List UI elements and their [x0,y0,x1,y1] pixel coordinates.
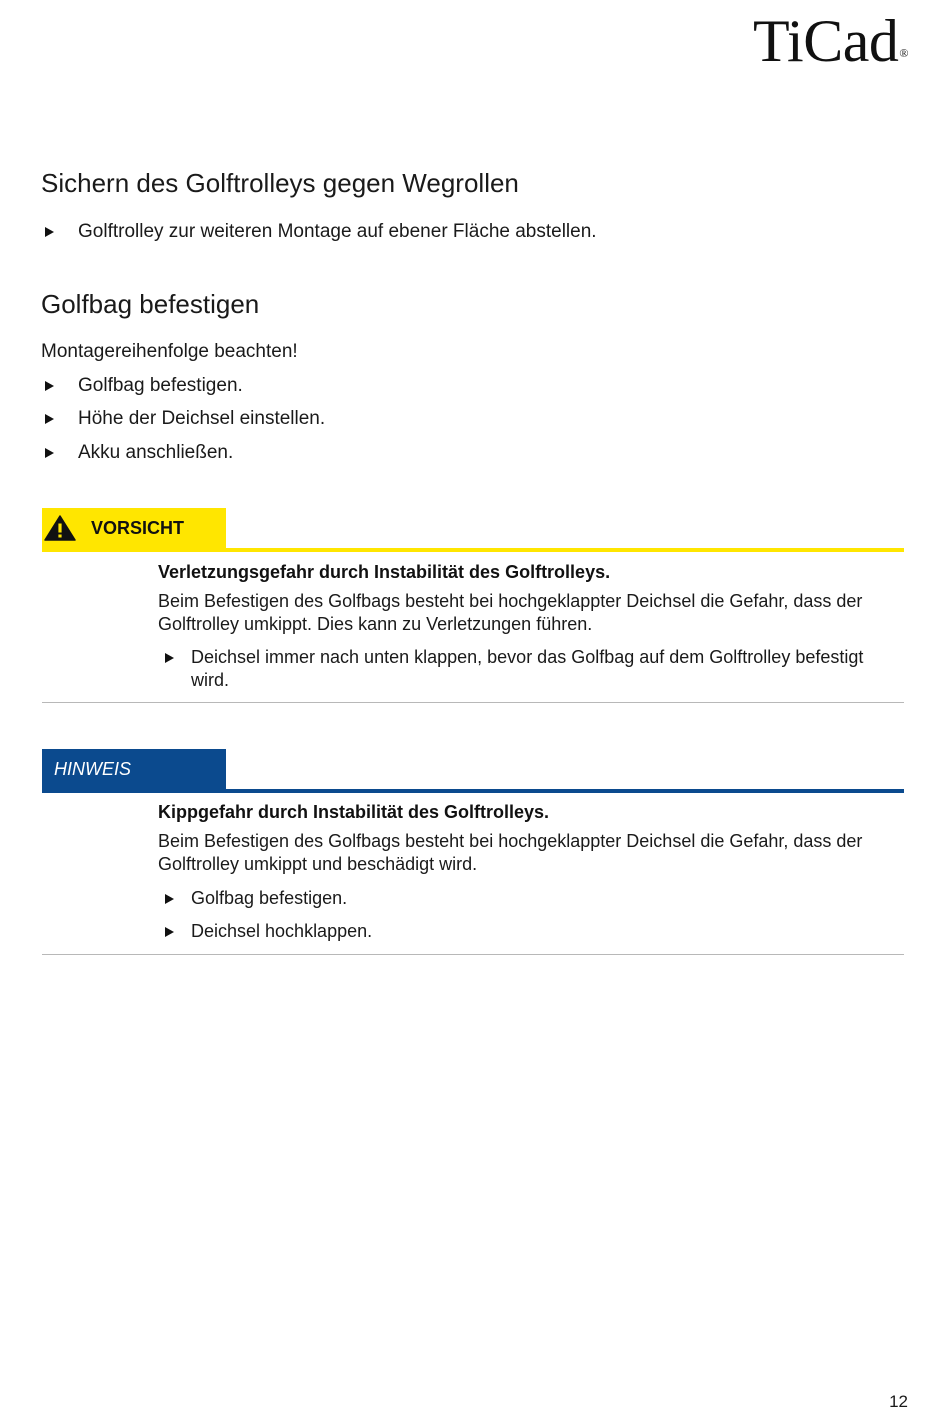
list-item [45,374,905,397]
list-item-text: Golfbag befestigen. [191,888,348,908]
bullet-arrow-icon [45,227,54,237]
list-item [158,887,898,910]
caution-title: Verletzungsgefahr durch Instabilität des Golftrolleys. [158,562,611,582]
notice-bottom-rule [42,954,904,955]
bullet-arrow-icon [45,381,54,391]
caution-bottom-rule [42,702,904,703]
notice-divider [42,789,904,793]
list-item-text: Akku anschließen. [78,442,234,463]
list-item [158,646,898,692]
bullet-arrow-icon [165,927,174,937]
bullet-arrow-icon [45,414,54,424]
bullet-arrow-icon [45,448,54,458]
section-heading-golfbag: Golfbag befestigen [41,289,260,319]
section-heading-wegrollen: Sichern des Golftrolleys gegen Wegrollen [41,168,519,198]
notice-title: Kippgefahr durch Instabilität des Golftrolleys. [158,802,550,822]
list-item [45,407,905,430]
caution-divider [42,548,904,552]
caution-text: Beim Befestigen des Golfbags besteht bei hochgeklappter Deichsel die Gefahr, dass der Golftrolley umkippt. Dies kann zu Verletzungen führen. [158,591,863,634]
list-item-text: Höhe der Deichsel einstellen. [78,408,326,429]
list-item-text: Golfbag befestigen. [78,375,243,396]
notice-label: HINWEIS [54,759,132,779]
notice-text: Beim Befestigen des Golfbags besteht bei hochgeklappter Deichsel die Gefahr, dass der Golftrolley umkippt und beschädigt wird. [158,831,863,874]
list-item [45,220,905,243]
caution-label: VORSICHT [91,518,185,538]
bullet-arrow-icon [165,653,174,663]
list-item [158,920,898,943]
page-number: 12 [889,1392,908,1411]
warning-triangle-icon [44,515,76,541]
list-item-text: Golftrolley zur weiteren Montage auf ebener Fläche abstellen. [78,221,597,242]
ticad-logo [753,6,908,76]
list-item-text: Deichsel immer nach unten klappen, bevor das Golfbag auf dem Golftrolley befestigt wird. [191,647,864,690]
list-item-text: Deichsel hochklappen. [191,921,373,941]
bullet-arrow-icon [165,894,174,904]
registered-mark: ® [899,46,908,60]
assembly-order-note: Montagereihenfolge beachten! [41,341,298,362]
logo-text: TiCad [753,8,899,74]
list-item [45,441,905,464]
